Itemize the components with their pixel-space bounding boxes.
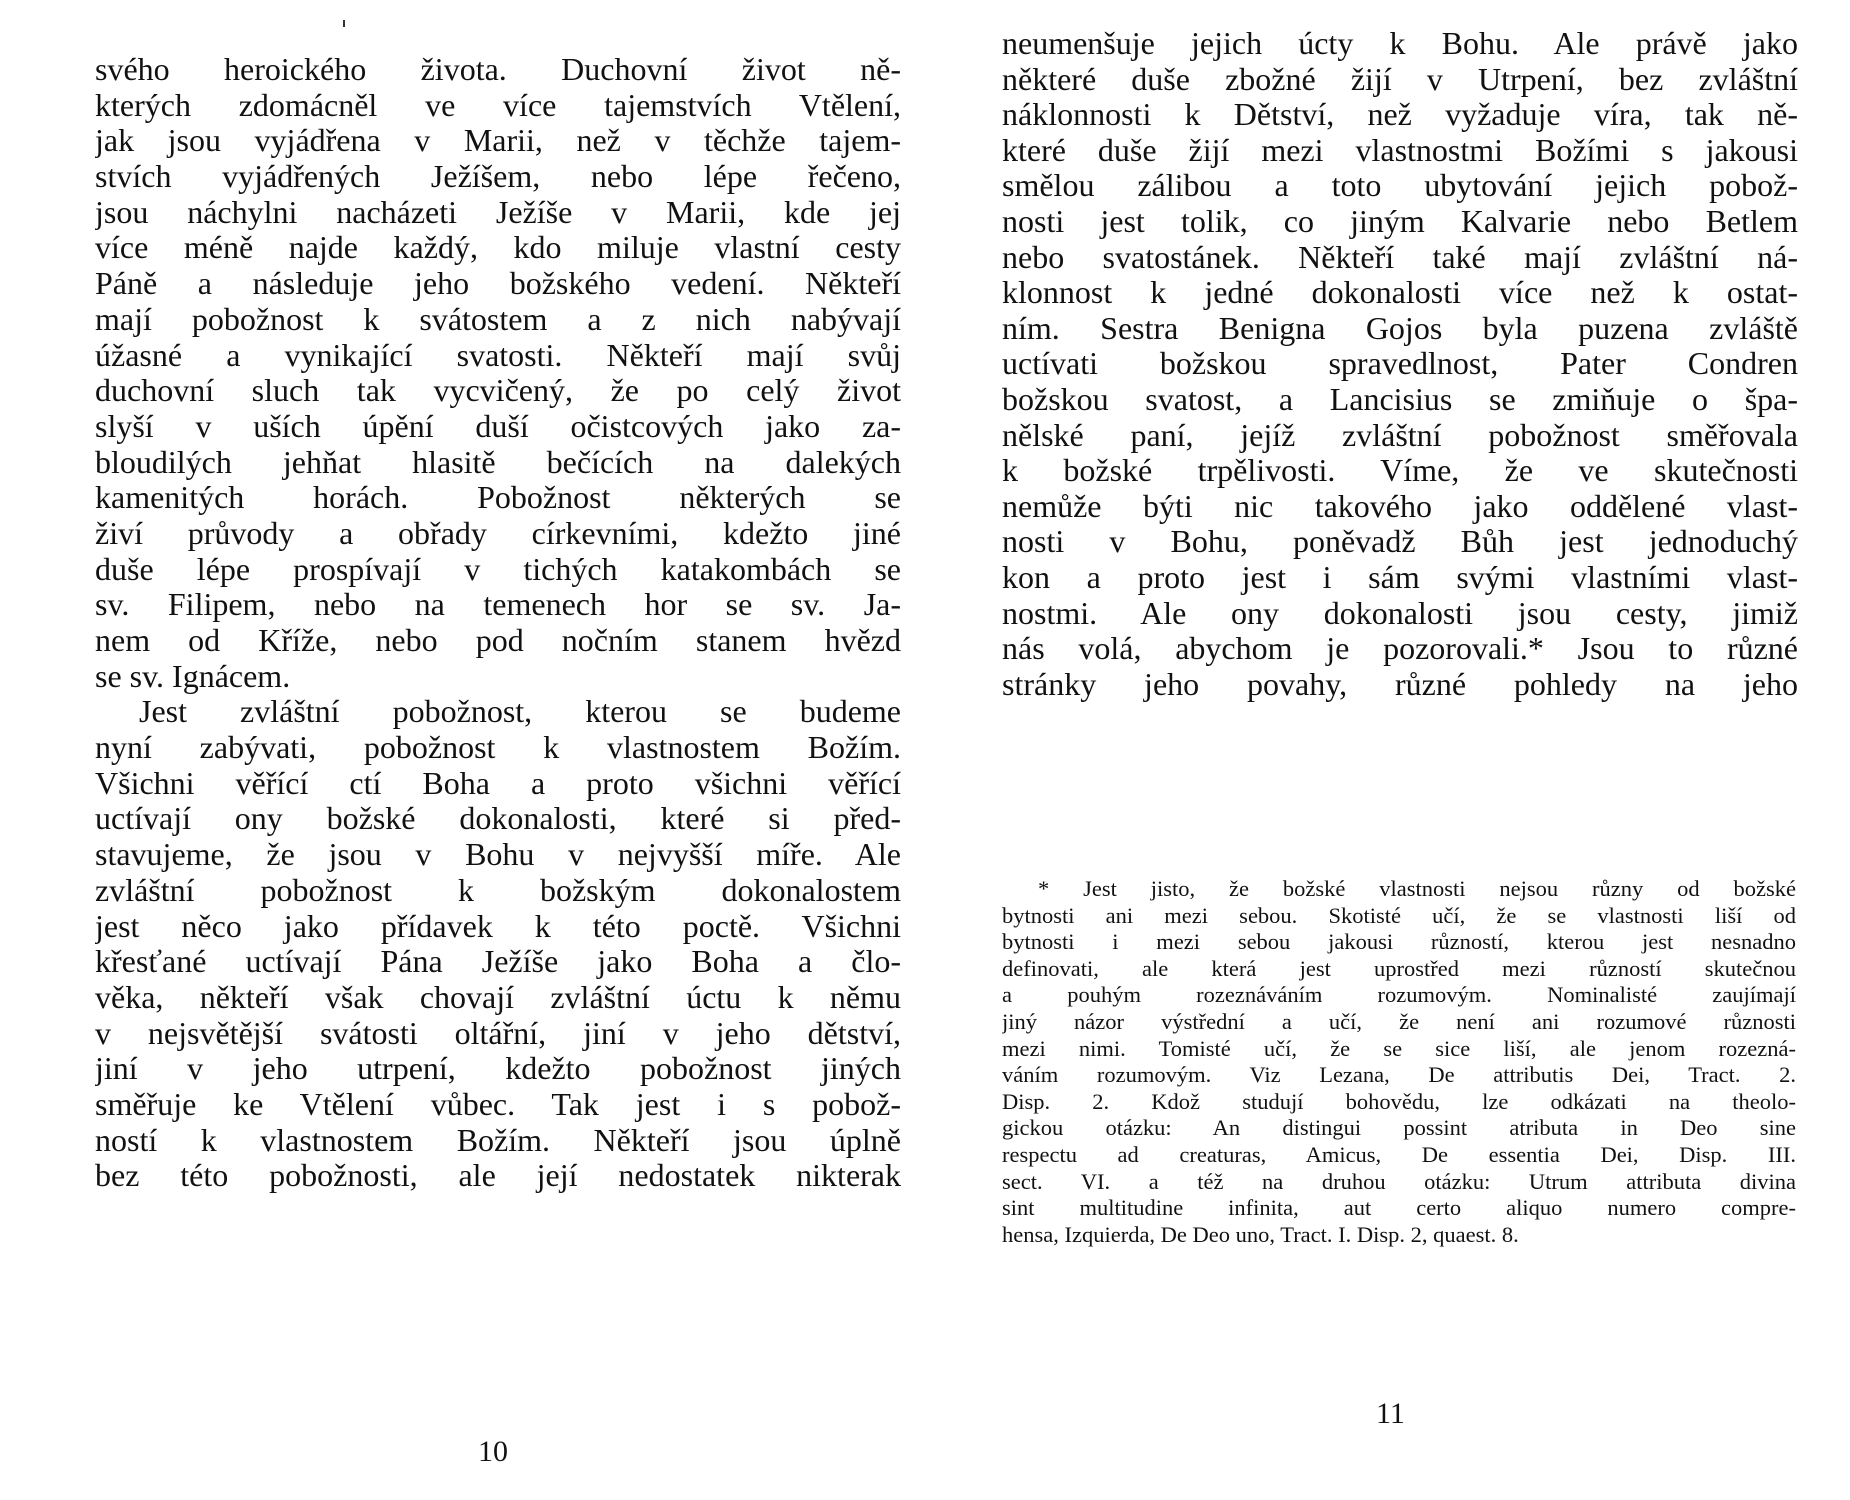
text-line: zvláštní pobožnost k božským dokonalostem [95,872,901,908]
text-line: k božské trpělivosti. Víme, že ve skutečnosti [1002,453,1798,489]
text-line: klonnost k jedné dokonalosti více než k ostat- [1002,275,1798,311]
footnote-line: Disp. 2. Kdož studují bohovědu, lze odkázati na theolo- [1002,1088,1796,1114]
text-line: nem od Kříže, nebo pod nočním stanem hvězd [95,623,901,658]
text-line: bloudilých jehňat hlasitě bečících na dalekých [95,444,901,480]
text-line: živí průvody a obřady církevními, kdežto jiné [95,515,901,551]
text-line: smělou zálibou a toto ubytování jejich pobož- [1002,168,1798,204]
right-page-body [1002,26,1798,702]
text-line: stránky jeho povahy, různé pohledy na jeho [1002,666,1798,702]
text-line: některé duše zbožné žijí v Utrpení, bez zvláštní [1002,61,1798,97]
text-line: jiní v jeho utrpení, kdežto pobožnost jiných [95,1051,901,1087]
footnote-line: jiný názor výstřední a učí, že není ani rozumové různosti [1002,1008,1796,1034]
text-line: stavujeme, že jsou v Bohu v nejvyšší míře. Ale [95,837,901,873]
text-line: Jest zvláštní pobožnost, kterou se budeme [139,694,901,730]
footnote [1002,876,1796,1248]
text-line: nemůže býti nic takového jako oddělené vlast- [1002,488,1798,524]
footnote-line: hensa, Izquierda, De Deo uno, Tract. I. Disp. 2, quaest. 8. [1002,1221,1519,1247]
text-line: uctívati božskou spravedlnost, Pater Condren [1002,346,1798,382]
text-line: sv. Filipem, nebo na temenech hor se sv. Ja- [95,587,901,623]
text-line: svého heroického života. Duchovní život ně- [95,52,901,87]
text-line: kon a proto jest i sám svými vlastními vlast- [1002,559,1798,595]
footnote-line: mezi nimi. Tomisté učí, že se sice liší, ale jenom rozezná- [1002,1035,1796,1061]
left-page-body [95,52,901,1194]
footnote-line: sint multitudine infinita, aut certo aliquo numero compre- [1002,1195,1796,1221]
text-line: nostmi. Ale ony dokonalosti jsou cesty, jimiž [1002,595,1798,631]
text-line: náklonnosti k Dětství, než vyžaduje víra, tak ně- [1002,97,1798,133]
footnote-line: gickou otázku: An distingui possint atributa in Deo sine [1002,1115,1796,1141]
scan-mark [343,20,345,27]
text-line: směřuje ke Vtělení vůbec. Tak jest i s pobož- [95,1086,901,1122]
text-line: bez této pobožnosti, ale její nedostatek nikterak [95,1158,901,1194]
text-line: uctívají ony božské dokonalosti, které si před- [95,801,901,837]
text-line: neumenšuje jejich úcty k Bohu. Ale právě jako [1002,26,1798,61]
text-line: jest něco jako přídavek k této poctě. Všichni [95,908,901,944]
text-line: více méně najde každý, kdo miluje vlastní cesty [95,230,901,266]
text-line: Páně a následuje jeho božského vedení. Někteří [95,266,901,302]
text-line: nás volá, abychom je pozorovali.* Jsou to různé [1002,631,1798,667]
text-line: úžasné a vynikající svatosti. Někteří mají svůj [95,337,901,373]
footnote-line: a pouhým rozeznáváním rozumovým. Nominalisté zaujímají [1002,982,1796,1008]
text-line: jak jsou vyjádřena v Marii, než v těchže tajem- [95,123,901,159]
footnote-line: sect. VI. a též na druhou otázku: Utrum attributa divina [1002,1168,1796,1194]
text-line: nyní zabývati, pobožnost k vlastnostem Božím. [95,730,901,766]
footnote-line: váním rozumovým. Viz Lezana, De attributis Dei, Tract. 2. [1002,1062,1796,1088]
footnote-line: bytnosti i mezi sebou jakousi růzností, kterou jest nesnadno [1002,929,1796,955]
text-line: stvích vyjádřených Ježíšem, nebo lépe řečeno, [95,159,901,195]
text-line: ností k vlastnostem Božím. Někteří jsou úplně [95,1122,901,1158]
footnote-line: bytnosti ani mezi sebou. Skotisté učí, že se vlastnosti liší od [1002,902,1796,928]
text-line: duše lépe prospívají v tichých katakombách se [95,551,901,587]
right-page-number: 11 [1376,1397,1405,1430]
text-line: věka, někteří však chovají zvláštní úctu k němu [95,979,901,1015]
footnote-line: * Jest jisto, že božské vlastnosti nejsou různy od božské [1038,876,1796,901]
text-line: mají pobožnost k svátostem a z nich nabývají [95,301,901,337]
left-page-number: 10 [478,1435,508,1468]
text-line: nebo svatostánek. Někteří také mají zvláštní ná- [1002,239,1798,275]
text-line: slyší v uších úpění duší očistcových jako za- [95,408,901,444]
text-line: nělské paní, jejíž zvláštní pobožnost směřovala [1002,417,1798,453]
text-line: se sv. Ignácem. [95,658,291,694]
text-line: v nejsvětější svátosti oltářní, jiní v jeho dětství, [95,1015,901,1051]
text-line: nosti v Bohu, poněvadž Bůh jest jednoduchý [1002,524,1798,560]
text-line: božskou svatost, a Lancisius se zmiňuje o špa- [1002,381,1798,417]
text-line: ním. Sestra Benigna Gojos byla puzena zvláště [1002,310,1798,346]
footnote-line: definovati, ale která jest uprostřed mezi růzností skutečnou [1002,955,1796,981]
text-line: Všichni věřící ctí Boha a proto všichni věřící [95,765,901,801]
text-line: kterých zdomácněl ve více tajemstvích Vtělení, [95,87,901,123]
text-line: kamenitých horách. Pobožnost některých se [95,480,901,516]
text-line: které duše žijí mezi vlastnostmi Božími s jakousi [1002,132,1798,168]
footnote-line: respectu ad creaturas, Amicus, De essentia Dei, Disp. III. [1002,1141,1796,1167]
text-line: duchovní sluch tak vycvičený, že po celý život [95,373,901,409]
text-line: nosti jest tolik, co jiným Kalvarie nebo Betlem [1002,203,1798,239]
text-line: jsou náchylni nacházeti Ježíše v Marii, kde jej [95,194,901,230]
text-line: křesťané uctívají Pána Ježíše jako Boha a člo- [95,944,901,980]
